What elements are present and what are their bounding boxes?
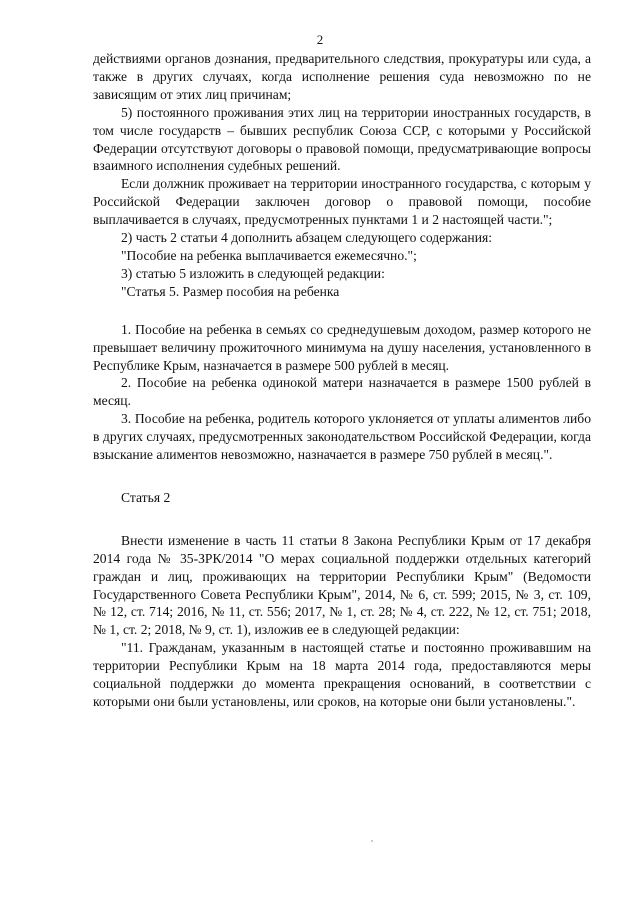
paragraph-article-5-title: "Статья 5. Размер пособия на ребенка — [121, 283, 340, 299]
document-body — [93, 50, 591, 711]
paragraph-item-5: 5) постоянного проживания этих лиц на территории иностранных государств, в том числе государств – бывших республик Союза ССР, с которыми у Российской Федерации отсутствуют договоры о правовой помощи, предусматривающие вопросы взаимного исполнения судебных решений. — [93, 104, 591, 174]
scan-dot — [371, 840, 373, 842]
page-number: 2 — [316, 32, 324, 47]
paragraph-article-2-main: Внести изменение в часть 11 статьи 8 Закона Республики Крым от 17 декабря 2014 года № 35-ЗРК/2014 "О мерах социальной поддержки отдельных категорий граждан и лиц, проживающих на территории Республики Крым" (Ведомости Государственного Совета Республики Крым", 2014, № 6, ст. 599; 2015, № 3, ст. 109, № 12, ст. 714; 2016, № 11, ст. 556; 2017, № 1, ст. 28; № 4, ст. 222, № 12, ст. 751; 2018, № 1, ст. 2; 2018, № 9, ст. 1), изложив ее в следующей редакции: — [93, 532, 591, 638]
paragraph-article-2-quote: "11. Гражданам, указанным в настоящей статье и постоянно проживавшим на территории Республики Крым на 18 марта 2014 года, предоставляются меры социальной поддержки до момента прекращения оснований, в соответствии с которыми они были установлены, или сроков, на которые они были установлены.". — [93, 640, 591, 709]
paragraph-continuation: действиями органов дознания, предварительного следствия, прокуратуры или суда, а также в других случаях, когда исполнение решения суда невозможно по не зависящим от этих лиц причинам; — [93, 51, 591, 102]
article-2-heading: Статья 2 — [121, 489, 171, 505]
paragraph-amendment-3: 3) статью 5 изложить в следующей редакции: — [121, 265, 385, 281]
paragraph-benefit-2: 2. Пособие на ребенка одинокой матери назначается в размере 1500 рублей в месяц. — [93, 375, 591, 409]
paragraph-benefit-1: 1. Пособие на ребенка в семьях со среднедушевым доходом, размер которого не превышает величину прожиточного минимума на душу населения, установленного в Республике Крым, назначается в размере 500 рублей в месяц. — [93, 321, 591, 373]
paragraph-monthly-payment: "Пособие на ребенка выплачивается ежемесячно."; — [121, 247, 417, 263]
paragraph-benefit-3: 3. Пособие на ребенка, родитель которого уклоняется от уплаты алиментов либо в других случаях, предусмотренных законодательством Российской Федерации, когда взыскание алиментов невозможно, назначается в размере 750 рублей в месяц.". — [93, 411, 591, 463]
paragraph-foreign-debtor: Если должник проживает на территории иностранного государства, с которым у Российской Федерации заключен договор о правовой помощи, пособие выплачивается в случаях, предусмотренных пунктами 1 и 2 настоящей части."; — [93, 176, 591, 228]
paragraph-amendment-2: 2) часть 2 статьи 4 дополнить абзацем следующего содержания: — [121, 230, 492, 246]
